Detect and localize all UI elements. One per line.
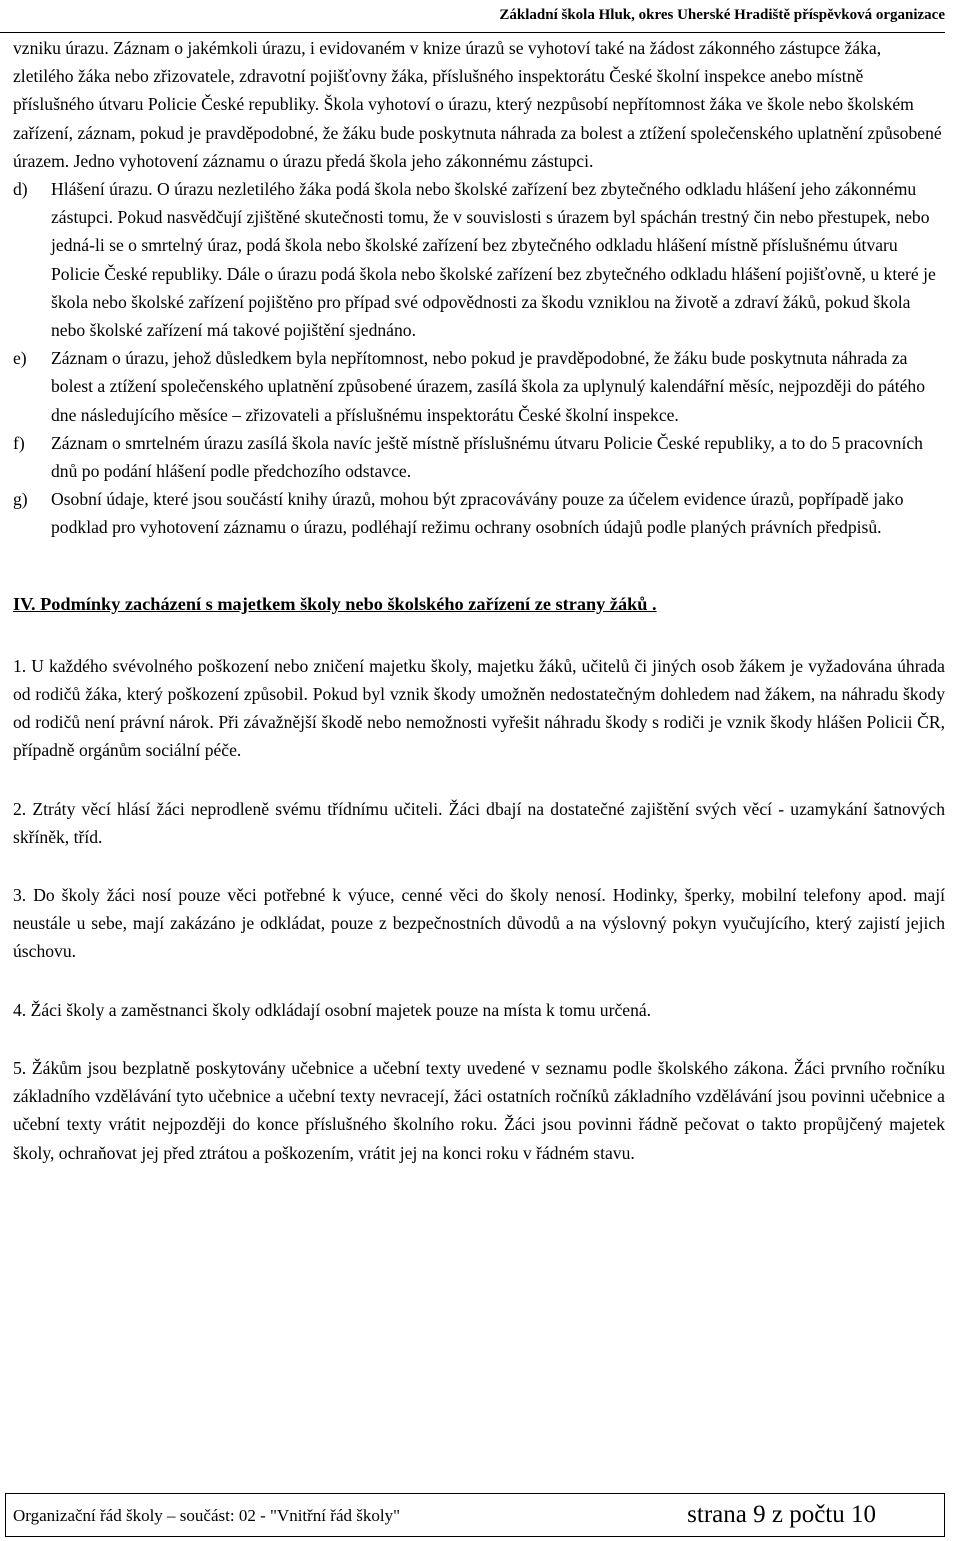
list-item-text: Záznam o smrtelném úrazu zasílá škola navíc ještě místně příslušnému útvaru Policie České republiky, a to do 5 pracovních dnů po podání hlášení podle předchozího odstavce. (51, 432, 923, 482)
list-item-e (13, 344, 945, 429)
list-marker: g) (13, 489, 28, 510)
intro-paragraph: vzniku úrazu. Záznam o jakémkoli úrazu, i evidovaném v knize úrazů se vyhotoví také na žádost zákonného zástupce žáka, zletilého žáka nebo zřizovatele, zdravotní pojišťovny žáka, příslušného inspektorátu České školní inspekce anebo místně příslušného útvaru Policie České republiky. Škola vyhotoví o úrazu, který nezpůsobí nepřítomnost žáka ve škole nebo školském zařízení, záznam, pokud je pravděpodobné, že žáku bude poskytnuta náhrada za bolest a ztížení společenského uplatnění způsobené úrazem. Jedno vyhotovení záznamu o úrazu předá škola jeho zákonnému zástupci. (13, 38, 942, 171)
list-item-text: Záznam o úrazu, jehož důsledkem byla nepřítomnost, nebo pokud je pravděpodobné, že žáku bude poskytnuta náhrada za bolest a ztížení společenského uplatnění způsobené úrazem, zasílá škola za uplynulý kalendářní měsíc, nejpozději do pátého dne následujícího měsíce – zřizovateli a příslušnému inspektorátu České školní inspekce. (51, 348, 926, 425)
document-body (13, 34, 945, 1167)
numbered-paragraph-5: 5. Žákům jsou bezplatně poskytovány učebnice a učební texty uvedené v seznamu podle školského zákona. Žáci prvního ročníku základního vzdělávání tyto učebnice a učební texty nevracejí, žáci ostatních ročníků základního vzdělávání jsou povinni učebnice a učební texty vrátit nejpozději do konce příslušného školního roku. Žáci jsou povinni řádně pečovat o takto propůjčený majetek školy, ochraňovat jej před ztrátou a poškozením, vrátit jej na konci roku v řádném stavu. (13, 1057, 945, 1163)
numbered-paragraph-4: 4. Žáci školy a zaměstnanci školy odkládají osobní majetek pouze na místa k tomu určená. (13, 999, 652, 1020)
footer-document-name: Organizační řád školy – součást: 02 - "Vnitřní řád školy" (13, 1506, 401, 1525)
page-header (0, 4, 945, 33)
list-item-g (13, 485, 945, 541)
list-item-f (13, 429, 945, 485)
list-marker: e) (13, 348, 27, 369)
list-item-d (13, 175, 945, 344)
list-marker: f) (13, 432, 25, 453)
section-heading: IV. Podmínky zacházení s majetkem školy nebo školského zařízení ze strany žáků . (13, 593, 657, 614)
page-footer (5, 1493, 945, 1537)
list-marker: d) (13, 179, 28, 200)
numbered-paragraph-2: 2. Ztráty věcí hlásí žáci neprodleně svému třídnímu učiteli. Žáci dbají na dostatečné zajištění svých věcí - uzamykání šatnových skříněk, tříd. (13, 798, 945, 847)
footer-page-number: strana 9 z počtu 10 (687, 1501, 876, 1528)
list-item-text: Hlášení úrazu. O úrazu nezletilého žáka podá škola nebo školské zařízení bez zbytečného odkladu hlášení jeho zákonnému zástupci. Pokud nasvědčují zjištěné skutečnosti tomu, že v souvislosti s úrazem byl spáchán trestný čin nebo přestupek, nebo jedná-li se o smrtelný úraz, podá škola nebo školské zařízení bez zbytečného odkladu hlášení místně příslušnému útvaru Policie České republiky. Dále o úrazu podá škola nebo školské zařízení bez zbytečného odkladu hlášení pojišťovně, u které je škola nebo školské zařízení pojištěno pro případ své odpovědnosti za škodu vzniklou na životě a zdraví žáků, pokud škola nebo školské zařízení má takové pojištění sjednáno. (51, 179, 936, 341)
numbered-paragraph-1: 1. U každého svévolného poškození nebo zničení majetku školy, majetku žáků, učitelů či jiných osob žákem je vyžadována úhrada od rodičů žáka, který poškození způsobil. Pokud byl vznik škody umožněn nedostatečným dohledem nad žákem, na náhradu škody od rodičů není právní nárok. Při závažnější škodě nebo nemožnosti vyřešit náhradu škody s rodiči je vznik škody hlášen Policii ČR, případně orgánům sociální péče. (13, 655, 945, 761)
numbered-paragraph-3: 3. Do školy žáci nosí pouze věci potřebné k výuce, cenné věci do školy nenosí. Hodinky, šperky, mobilní telefony apod. mají neustále u sebe, mají zakázáno je odkládat, pouze z bezpečnostních důvodů a na výslovný pokyn vyučujícího, který zajistí jejich úschovu. (13, 885, 945, 962)
list-item-text: Osobní údaje, které jsou součástí knihy úrazů, mohou být zpracovávány pouze za účelem evidence úrazů, popřípadě jako podklad pro vyhotovení záznamu o úrazu, podléhají režimu ochrany osobních údajů podle planých právních předpisů. (51, 489, 904, 538)
header-title: Základní škola Hluk, okres Uherské Hradiště příspěvková organizace (499, 7, 945, 23)
